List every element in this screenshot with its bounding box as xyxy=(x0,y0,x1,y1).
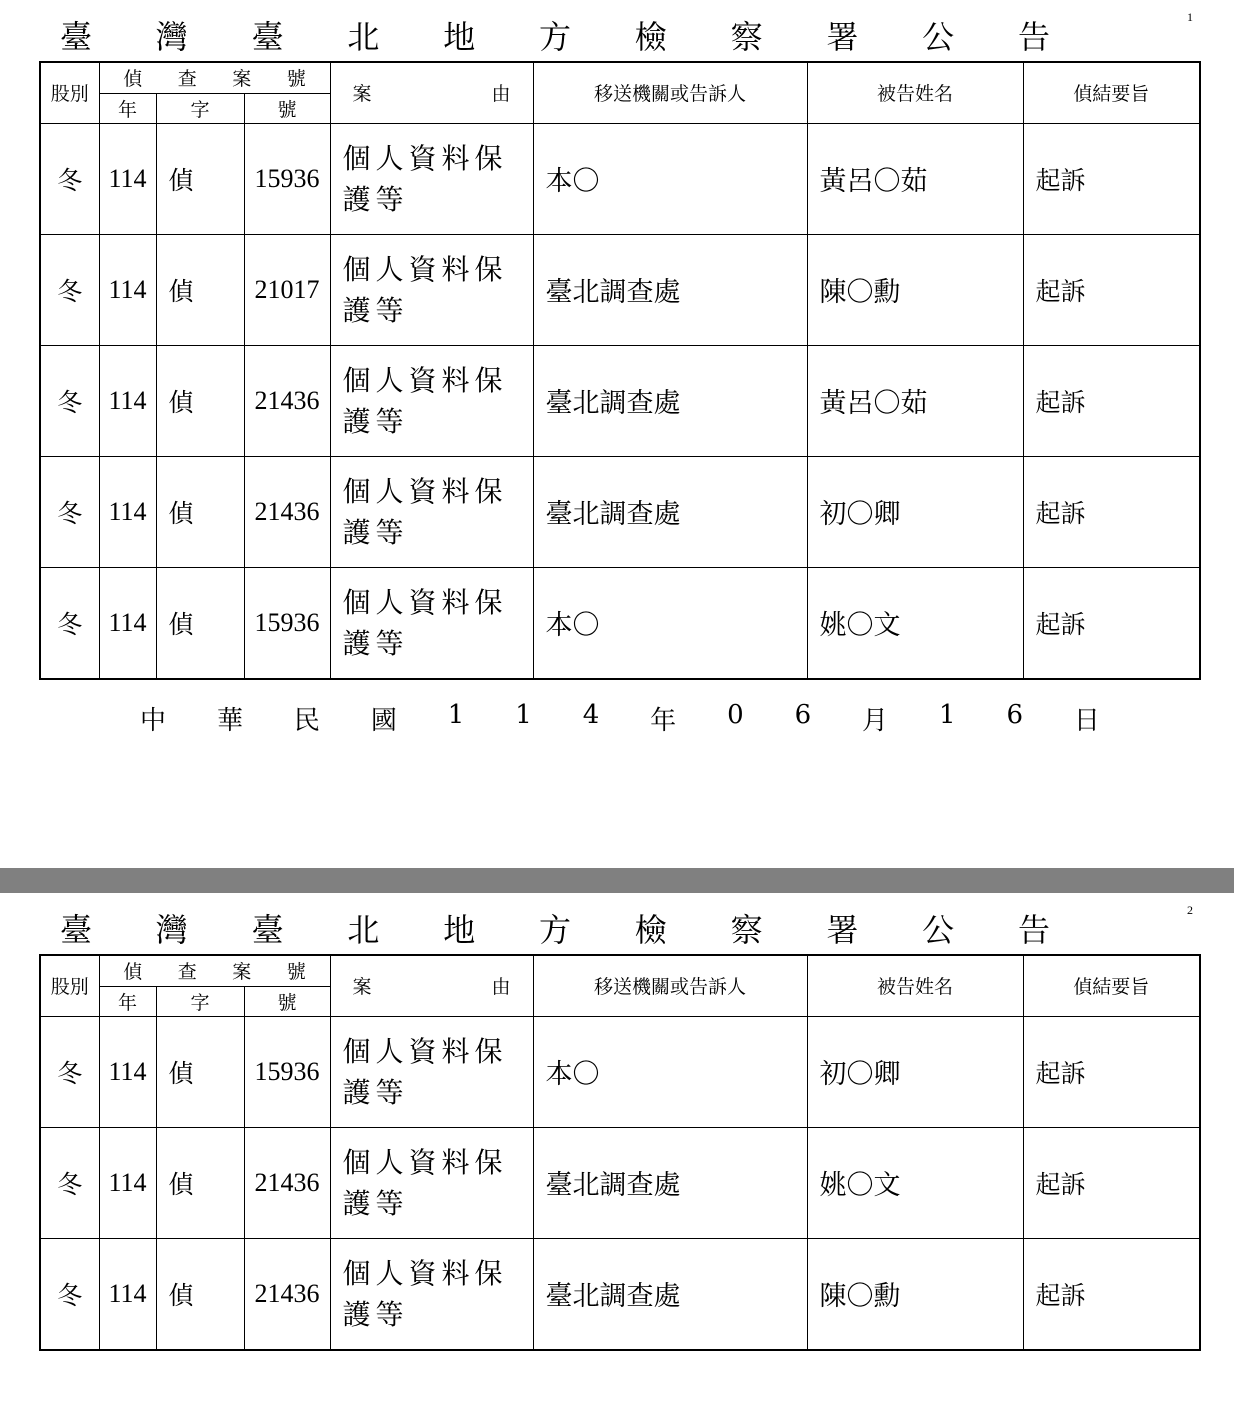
header-agency: 移送機關或告訴人 xyxy=(533,955,807,1016)
header-char: 偵 xyxy=(123,68,143,91)
cell-number: 21436 xyxy=(244,345,330,456)
title-char: 北 xyxy=(347,18,380,56)
cell-result: 起訴 xyxy=(1023,345,1200,456)
cell-division: 冬 xyxy=(40,567,99,679)
header-char: 號 xyxy=(286,68,306,91)
cell-number: 21436 xyxy=(244,456,330,567)
date-line xyxy=(140,700,1100,737)
cell-result: 起訴 xyxy=(1023,1238,1200,1350)
cell-defendant: 黃呂〇茹 xyxy=(807,345,1023,456)
cell-word: 偵 xyxy=(156,456,244,567)
cell-result: 起訴 xyxy=(1023,1127,1200,1238)
cell-agency: 本〇 xyxy=(533,123,807,234)
header-year: 年 xyxy=(99,93,156,123)
date-char: 月 xyxy=(862,706,889,736)
cell-defendant: 姚〇文 xyxy=(807,567,1023,679)
table-row xyxy=(40,123,1200,234)
cell-word: 偵 xyxy=(156,123,244,234)
title-char: 地 xyxy=(443,911,476,949)
date-char: 6 xyxy=(794,700,812,730)
cell-agency: 臺北調查處 xyxy=(533,1127,807,1238)
cell-division: 冬 xyxy=(40,234,99,345)
cell-result: 起訴 xyxy=(1023,1016,1200,1127)
cell-division: 冬 xyxy=(40,1127,99,1238)
header-reason xyxy=(330,62,533,123)
table-row xyxy=(40,234,1200,345)
title-char: 告 xyxy=(1017,18,1050,56)
date-char: 國 xyxy=(370,706,397,736)
title-char: 臺 xyxy=(251,911,284,949)
cell-agency: 本〇 xyxy=(533,567,807,679)
date-char: 1 xyxy=(515,700,532,730)
cell-word: 偵 xyxy=(156,1238,244,1350)
header-char: 案 xyxy=(232,961,252,984)
date-char: 日 xyxy=(1073,706,1100,736)
cell-year: 114 xyxy=(99,1238,156,1350)
header-result: 偵結要旨 xyxy=(1023,62,1200,123)
title-char: 檢 xyxy=(634,911,667,949)
date-char: 4 xyxy=(582,700,600,730)
table-row xyxy=(40,1127,1200,1238)
cell-year: 114 xyxy=(99,1127,156,1238)
table-row xyxy=(40,567,1200,679)
header-char: 由 xyxy=(491,976,511,999)
header-char: 案 xyxy=(352,83,372,106)
cell-division: 冬 xyxy=(40,123,99,234)
header-char: 案 xyxy=(352,976,372,999)
cell-reason: 個人資料保護等 xyxy=(330,567,533,679)
header-char: 查 xyxy=(177,961,197,984)
header-case-number xyxy=(99,62,330,93)
header-defendant: 被告姓名 xyxy=(807,62,1023,123)
cell-year: 114 xyxy=(99,234,156,345)
page-title xyxy=(60,905,1050,951)
cell-result: 起訴 xyxy=(1023,456,1200,567)
cell-agency: 臺北調查處 xyxy=(533,456,807,567)
cell-reason: 個人資料保護等 xyxy=(330,234,533,345)
title-char: 地 xyxy=(443,18,476,56)
header-char: 號 xyxy=(286,961,306,984)
header-number: 號 xyxy=(244,93,330,123)
cell-number: 15936 xyxy=(244,567,330,679)
cell-year: 114 xyxy=(99,345,156,456)
cell-reason: 個人資料保護等 xyxy=(330,123,533,234)
cell-word: 偵 xyxy=(156,234,244,345)
header-char: 偵 xyxy=(123,961,143,984)
table-row xyxy=(40,345,1200,456)
cell-division: 冬 xyxy=(40,1238,99,1350)
title-char: 灣 xyxy=(155,911,188,949)
cell-number: 15936 xyxy=(244,123,330,234)
header-char: 案 xyxy=(232,68,252,91)
notice-table xyxy=(39,954,1201,1351)
date-char: 1 xyxy=(938,700,956,730)
cell-defendant: 陳〇勳 xyxy=(807,1238,1023,1350)
header-agency: 移送機關或告訴人 xyxy=(533,62,807,123)
page-separator xyxy=(0,868,1234,893)
header-reason xyxy=(330,955,533,1016)
cell-year: 114 xyxy=(99,567,156,679)
cell-result: 起訴 xyxy=(1023,123,1200,234)
cell-result: 起訴 xyxy=(1023,567,1200,679)
cell-word: 偵 xyxy=(156,1016,244,1127)
title-char: 臺 xyxy=(60,911,93,949)
cell-result: 起訴 xyxy=(1023,234,1200,345)
cell-agency: 臺北調查處 xyxy=(533,234,807,345)
date-char: 6 xyxy=(1006,700,1023,730)
header-number: 號 xyxy=(244,986,330,1016)
cell-division: 冬 xyxy=(40,1016,99,1127)
header-result: 偵結要旨 xyxy=(1023,955,1200,1016)
cell-number: 21017 xyxy=(244,234,330,345)
header-defendant: 被告姓名 xyxy=(807,955,1023,1016)
title-char: 署 xyxy=(826,18,859,56)
table-header-row xyxy=(40,62,1200,93)
title-char: 方 xyxy=(538,911,571,949)
title-char: 公 xyxy=(922,911,955,949)
title-char: 臺 xyxy=(251,18,284,56)
cell-defendant: 陳〇勳 xyxy=(807,234,1023,345)
cell-number: 15936 xyxy=(244,1016,330,1127)
cell-agency: 臺北調查處 xyxy=(533,1238,807,1350)
title-char: 察 xyxy=(730,911,763,949)
header-division: 股別 xyxy=(40,955,99,1016)
title-char: 北 xyxy=(347,911,380,949)
table-header-row xyxy=(40,955,1200,986)
title-char: 公 xyxy=(922,18,955,56)
cell-word: 偵 xyxy=(156,1127,244,1238)
title-char: 署 xyxy=(826,911,859,949)
cell-number: 21436 xyxy=(244,1238,330,1350)
table-row xyxy=(40,1016,1200,1127)
document-page-2 xyxy=(0,893,1234,1414)
cell-reason: 個人資料保護等 xyxy=(330,456,533,567)
cell-agency: 臺北調查處 xyxy=(533,345,807,456)
table-row xyxy=(40,456,1200,567)
cell-reason: 個人資料保護等 xyxy=(330,1238,533,1350)
cell-defendant: 初〇卿 xyxy=(807,1016,1023,1127)
cell-year: 114 xyxy=(99,456,156,567)
header-division: 股別 xyxy=(40,62,99,123)
cell-agency: 本〇 xyxy=(533,1016,807,1127)
date-char: 華 xyxy=(216,706,243,736)
cell-reason: 個人資料保護等 xyxy=(330,1127,533,1238)
page-number: 1 xyxy=(1187,10,1193,24)
cell-year: 114 xyxy=(99,123,156,234)
header-word: 字 xyxy=(156,93,244,123)
header-word: 字 xyxy=(156,986,244,1016)
cell-word: 偵 xyxy=(156,345,244,456)
cell-division: 冬 xyxy=(40,456,99,567)
page-title xyxy=(60,12,1050,58)
title-char: 方 xyxy=(538,18,571,56)
header-char: 查 xyxy=(177,68,197,91)
date-char: 年 xyxy=(650,706,677,736)
cell-defendant: 黃呂〇茹 xyxy=(807,123,1023,234)
date-char: 中 xyxy=(140,706,167,736)
header-case-number xyxy=(99,955,330,986)
date-char: 0 xyxy=(727,700,744,730)
title-char: 告 xyxy=(1017,911,1050,949)
title-char: 臺 xyxy=(60,18,93,56)
title-char: 察 xyxy=(730,18,763,56)
cell-defendant: 姚〇文 xyxy=(807,1127,1023,1238)
cell-reason: 個人資料保護等 xyxy=(330,345,533,456)
header-year: 年 xyxy=(99,986,156,1016)
cell-defendant: 初〇卿 xyxy=(807,456,1023,567)
cell-division: 冬 xyxy=(40,345,99,456)
cell-number: 21436 xyxy=(244,1127,330,1238)
title-char: 灣 xyxy=(155,18,188,56)
table-row xyxy=(40,1238,1200,1350)
header-char: 由 xyxy=(491,83,511,106)
title-char: 檢 xyxy=(634,18,667,56)
cell-word: 偵 xyxy=(156,567,244,679)
cell-year: 114 xyxy=(99,1016,156,1127)
page-number: 2 xyxy=(1187,903,1193,917)
date-char: 1 xyxy=(447,700,465,730)
date-char: 民 xyxy=(293,706,320,736)
cell-reason: 個人資料保護等 xyxy=(330,1016,533,1127)
notice-table xyxy=(39,61,1201,680)
